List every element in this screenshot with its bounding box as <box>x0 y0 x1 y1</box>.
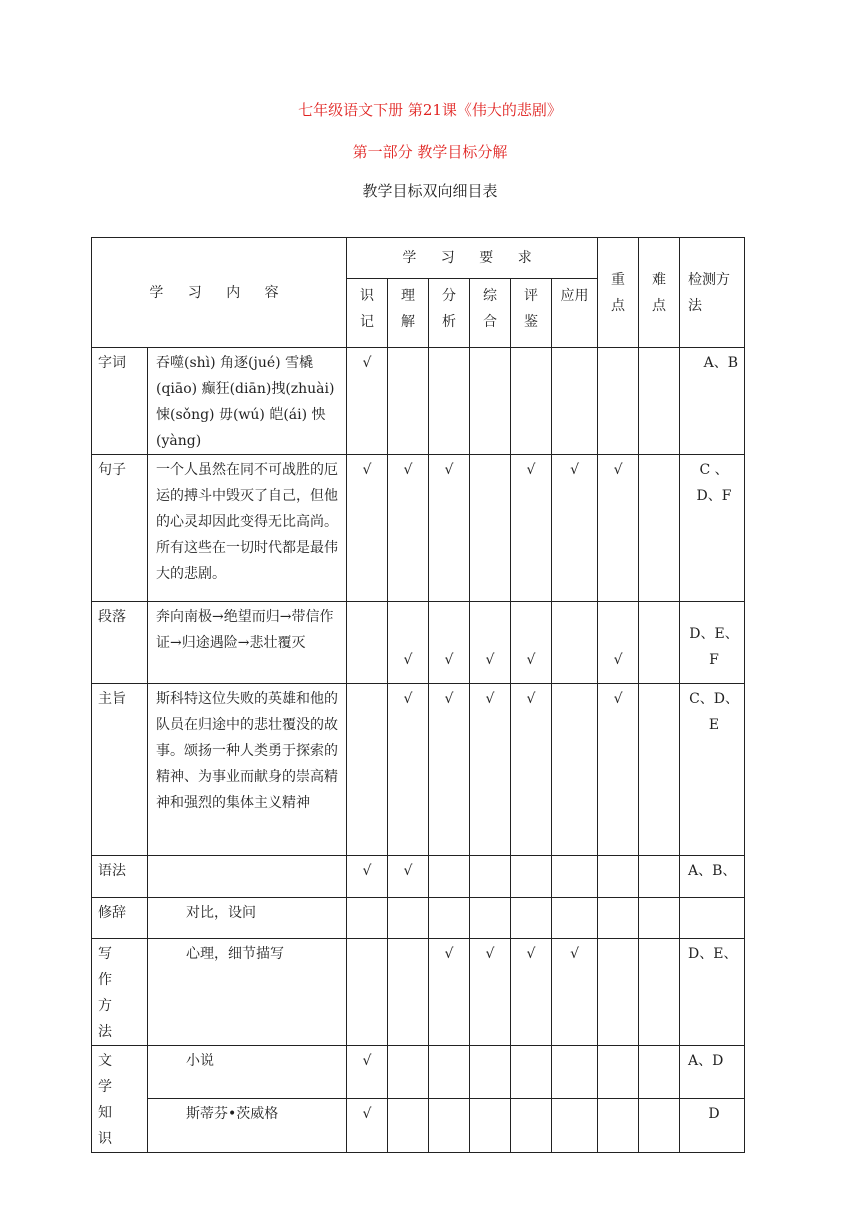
check-cell <box>347 684 388 856</box>
method-cell: D、E、F <box>680 602 745 684</box>
check-cell <box>388 939 429 1046</box>
check-cell <box>552 1046 598 1099</box>
check-cell <box>552 898 598 939</box>
table-row <box>92 1098 745 1152</box>
content-cell: 小说 <box>148 1046 347 1099</box>
check-cell: √ <box>598 455 639 602</box>
content-cell: 斯科特这位失败的英雄和他的队员在归途中的悲壮覆没的故事。颂扬一种人类勇于探索的精神、为事业而献身的崇高精神和强烈的集体主义精神 <box>148 684 347 856</box>
check-cell <box>388 1046 429 1099</box>
check-cell <box>470 455 511 602</box>
method-cell: A、B、 <box>680 856 745 898</box>
category-cell: 字词 <box>92 348 148 455</box>
check-cell <box>511 348 552 455</box>
check-cell <box>639 455 680 602</box>
col-header <box>470 279 511 348</box>
col-header <box>347 279 388 348</box>
check-cell <box>511 1046 552 1099</box>
method-text: A、B <box>703 355 739 371</box>
table-row <box>92 898 745 939</box>
check-cell <box>429 1046 470 1099</box>
check-cell: √ <box>347 1098 388 1152</box>
check-cell <box>511 856 552 898</box>
check-cell: √ <box>388 602 429 684</box>
check-cell <box>552 684 598 856</box>
method-cell <box>680 348 745 455</box>
focus-header <box>598 238 639 348</box>
table-row <box>92 939 745 1046</box>
method-header <box>680 238 745 348</box>
check-cell <box>429 1098 470 1152</box>
check-cell <box>639 1098 680 1152</box>
table-row <box>92 348 745 455</box>
category-label: 文学知识 <box>98 1053 126 1147</box>
col-header-label: 应用 <box>560 288 589 304</box>
category-cell: 语法 <box>92 856 148 898</box>
check-cell <box>552 348 598 455</box>
check-cell: √ <box>429 602 470 684</box>
category-cell <box>92 939 148 1046</box>
check-cell: √ <box>470 939 511 1046</box>
content-cell: 奔向南极→绝望而归→带信作证→归途遇险→悲壮覆灭 <box>148 602 347 684</box>
check-cell: √ <box>598 684 639 856</box>
check-cell <box>470 856 511 898</box>
check-cell <box>639 602 680 684</box>
method-cell: C 、D、F <box>680 455 745 602</box>
check-cell <box>598 1098 639 1152</box>
content-header <box>92 238 347 348</box>
document-title: 七年级语文下册 第21课《伟大的悲剧》 <box>298 101 562 119</box>
table-row <box>92 455 745 602</box>
check-cell <box>598 856 639 898</box>
check-cell: √ <box>598 602 639 684</box>
col-header <box>511 279 552 348</box>
check-cell <box>347 602 388 684</box>
check-cell <box>598 1046 639 1099</box>
col-header <box>552 279 598 348</box>
col-header-label: 评鉴 <box>524 288 539 330</box>
check-cell: √ <box>429 684 470 856</box>
check-cell: √ <box>347 348 388 455</box>
table-row <box>92 856 745 898</box>
requirements-header-label: 学 习 要 求 <box>402 250 542 266</box>
content-header-label: 学 习 内 容 <box>149 284 289 301</box>
focus-header-label: 重点 <box>611 271 626 314</box>
check-cell <box>470 1046 511 1099</box>
method-cell: A、D <box>680 1046 745 1099</box>
category-cell: 主旨 <box>92 684 148 856</box>
method-cell <box>680 898 745 939</box>
check-cell: √ <box>388 455 429 602</box>
check-cell <box>388 898 429 939</box>
col-header <box>388 279 429 348</box>
content-cell: 一个人虽然在同不可战胜的厄运的搏斗中毁灭了自己，但他的心灵却因此变得无比高尚。所有这些在一切时代都是最伟大的悲剧。 <box>148 455 347 602</box>
check-cell <box>639 939 680 1046</box>
category-cell: 段落 <box>92 602 148 684</box>
check-cell <box>598 898 639 939</box>
check-cell <box>552 602 598 684</box>
check-cell <box>511 898 552 939</box>
method-header-label: 检测方法 <box>688 271 731 314</box>
check-cell: √ <box>552 939 598 1046</box>
check-cell <box>639 348 680 455</box>
check-cell: √ <box>347 1046 388 1099</box>
check-cell <box>639 1046 680 1099</box>
difficulty-header-label: 难点 <box>652 271 667 314</box>
check-cell <box>347 939 388 1046</box>
check-cell: √ <box>429 939 470 1046</box>
method-cell: D、E、 <box>680 939 745 1046</box>
category-cell <box>92 1046 148 1153</box>
check-cell: √ <box>511 602 552 684</box>
check-cell <box>598 348 639 455</box>
content-cell <box>148 856 347 898</box>
check-cell <box>388 348 429 455</box>
content-cell: 斯蒂芬•茨威格 <box>148 1098 347 1152</box>
category-cell: 句子 <box>92 455 148 602</box>
table-row <box>92 684 745 856</box>
check-cell: √ <box>347 856 388 898</box>
category-cell: 修辞 <box>92 898 148 939</box>
content-cell: 吞噬(shì) 角逐(jué) 雪橇(qiāo) 癫狂(diān)拽(zhuài) 悚(sǒng) 毋(wú) 皑(ái) 怏(yàng) <box>148 348 347 455</box>
check-cell <box>470 1098 511 1152</box>
check-cell <box>429 898 470 939</box>
check-cell <box>639 898 680 939</box>
check-cell: √ <box>511 455 552 602</box>
check-cell: √ <box>388 856 429 898</box>
check-cell: √ <box>388 684 429 856</box>
category-label: 写作方法 <box>98 946 126 1040</box>
check-cell <box>639 856 680 898</box>
check-cell <box>639 684 680 856</box>
col-header <box>429 279 470 348</box>
check-cell <box>388 1098 429 1152</box>
check-cell <box>552 856 598 898</box>
col-header-label: 综合 <box>483 288 498 330</box>
check-cell <box>429 348 470 455</box>
check-cell <box>470 348 511 455</box>
check-cell: √ <box>511 684 552 856</box>
check-cell <box>552 1098 598 1152</box>
check-cell <box>598 939 639 1046</box>
check-cell: √ <box>347 455 388 602</box>
table-row <box>92 1046 745 1099</box>
content-cell: 对比，设问 <box>148 898 347 939</box>
table-row <box>92 602 745 684</box>
check-cell: √ <box>470 602 511 684</box>
method-cell: D <box>680 1098 745 1152</box>
check-cell <box>470 898 511 939</box>
check-cell <box>347 898 388 939</box>
col-header-label: 理解 <box>401 288 416 330</box>
content-cell: 心理，细节描写 <box>148 939 347 1046</box>
objectives-table <box>91 237 745 1153</box>
check-cell: √ <box>552 455 598 602</box>
check-cell: √ <box>429 455 470 602</box>
col-header-label: 识记 <box>360 288 375 330</box>
check-cell: √ <box>470 684 511 856</box>
difficulty-header <box>639 238 680 348</box>
col-header-label: 分析 <box>442 288 457 330</box>
check-cell <box>511 1098 552 1152</box>
check-cell <box>429 856 470 898</box>
table-title: 教学目标双向细目表 <box>362 182 498 200</box>
check-cell: √ <box>511 939 552 1046</box>
method-cell: C、D、E <box>680 684 745 856</box>
section-title: 第一部分 教学目标分解 <box>352 143 508 161</box>
requirements-header <box>347 238 598 279</box>
